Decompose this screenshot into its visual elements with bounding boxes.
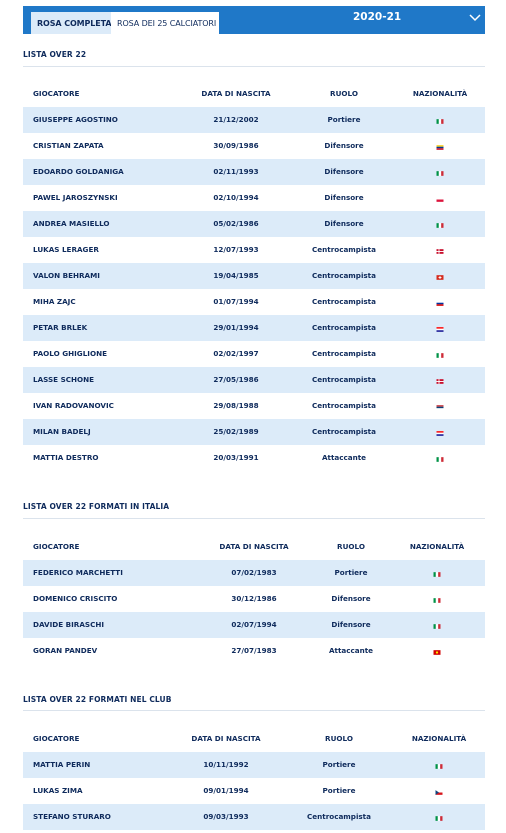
player-name: IVAN RADOVANOVIC (33, 401, 114, 410)
player-role: Difensore (331, 620, 371, 629)
player-role: Centrocampista (312, 245, 376, 254)
section-title: LISTA OVER 22 FORMATI NEL CLUB (23, 695, 172, 704)
player-role: Centrocampista (312, 375, 376, 384)
flag-denmark-icon (437, 377, 444, 382)
player-name: LUKAS ZIMA (33, 786, 83, 795)
player-name: LUKAS LERAGER (33, 245, 99, 254)
header-player: GIOCATORE (33, 542, 80, 551)
player-name: PAOLO GHIGLIONE (33, 349, 107, 358)
header-player: GIOCATORE (33, 89, 80, 98)
birth-date: 25/02/1989 (213, 427, 259, 436)
flag-czech-republic-icon (436, 788, 443, 793)
table-row[interactable] (23, 289, 485, 315)
player-name: GIUSEPPE AGOSTINO (33, 115, 118, 124)
table-row[interactable] (23, 445, 485, 471)
section-title: LISTA OVER 22 FORMATI IN ITALIA (23, 502, 170, 511)
season-select-value[interactable]: 2020-21 (353, 11, 402, 23)
table-row[interactable] (23, 237, 485, 263)
birth-date: 30/09/1986 (213, 141, 259, 150)
tab-rosa-completa[interactable]: ROSA COMPLETA (31, 12, 111, 34)
flag-italy-icon (437, 351, 444, 356)
birth-date: 02/02/1997 (213, 349, 259, 358)
player-role: Attaccante (321, 453, 367, 462)
table-row[interactable] (23, 133, 485, 159)
flag-croatia-icon (437, 429, 444, 434)
table-row[interactable] (23, 107, 485, 133)
section-divider (23, 66, 485, 67)
flag-poland-icon (437, 195, 444, 200)
birth-date: 27/05/1986 (213, 375, 259, 384)
player-name: LASSE SCHONE (33, 375, 95, 384)
table-header (23, 534, 485, 560)
player-role: Centrocampista (307, 812, 371, 821)
table-row[interactable] (23, 560, 485, 586)
player-name: DAVIDE BIRASCHI (33, 620, 105, 629)
table-header (23, 726, 485, 752)
flag-croatia-icon (437, 325, 444, 330)
flag-denmark-icon (437, 247, 444, 252)
birth-date: 21/12/2002 (213, 115, 259, 124)
birth-date: 19/04/1985 (213, 271, 259, 280)
player-name: GORAN PANDEV (33, 646, 98, 655)
player-name: CRISTIAN ZAPATA (33, 141, 104, 150)
table-row[interactable] (23, 752, 485, 778)
player-role: Portiere (322, 786, 356, 795)
header-nationality: NAZIONALITÀ (411, 734, 467, 743)
birth-date: 30/12/1986 (231, 594, 277, 603)
player-role: Difensore (324, 141, 364, 150)
table-row[interactable] (23, 315, 485, 341)
table-row[interactable] (23, 586, 485, 612)
birth-date: 05/02/1986 (213, 219, 259, 228)
flag-italy-icon (437, 169, 444, 174)
birth-date: 29/08/1988 (213, 401, 259, 410)
birth-date: 02/11/1993 (213, 167, 259, 176)
header-nationality: NAZIONALITÀ (409, 542, 465, 551)
player-role: Attaccante (328, 646, 374, 655)
flag-italy-icon (437, 117, 444, 122)
player-role: Portiere (322, 760, 356, 769)
birth-date: 02/07/1994 (231, 620, 277, 629)
player-name: FEDERICO MARCHETTI (33, 568, 123, 577)
tab-rosa-25[interactable]: ROSA DEI 25 CALCIATORI (111, 12, 219, 34)
flag-italy-icon (436, 814, 443, 819)
player-role: Centrocampista (312, 323, 376, 332)
player-role: Centrocampista (312, 271, 376, 280)
table-row[interactable] (23, 341, 485, 367)
player-role: Centrocampista (312, 401, 376, 410)
birth-date: 07/02/1983 (231, 568, 277, 577)
flag-italy-icon (436, 762, 443, 767)
table-row[interactable] (23, 419, 485, 445)
header-role: RUOLO (330, 89, 358, 98)
header-player: GIOCATORE (33, 734, 80, 743)
player-name: PAWEL JAROSZYNSKI (33, 193, 118, 202)
flag-north-macedonia-icon (434, 648, 441, 653)
table-row[interactable] (23, 638, 485, 664)
player-role: Portiere (327, 115, 361, 124)
chevron-down-icon[interactable] (469, 14, 481, 22)
birth-date: 20/03/1991 (213, 453, 259, 462)
flag-switzerland-icon (437, 273, 444, 278)
table-row[interactable] (23, 367, 485, 393)
birth-date: 09/03/1993 (203, 812, 249, 821)
player-name: EDOARDO GOLDANIGA (33, 167, 124, 176)
table-row[interactable] (23, 804, 485, 830)
header-role: RUOLO (337, 542, 365, 551)
table-row[interactable] (23, 263, 485, 289)
header-role: RUOLO (325, 734, 353, 743)
player-role: Difensore (324, 219, 364, 228)
flag-slovenia-icon (437, 299, 444, 304)
birth-date: 27/07/1983 (231, 646, 277, 655)
table-row[interactable] (23, 159, 485, 185)
header-birth-date: DATA DI NASCITA (201, 89, 271, 98)
table-row[interactable] (23, 211, 485, 237)
birth-date: 10/11/1992 (203, 760, 249, 769)
table-header (23, 81, 485, 107)
table-row[interactable] (23, 393, 485, 419)
section-divider (23, 518, 485, 519)
player-name: MILAN BADELJ (33, 427, 91, 436)
player-name: MIHA ZAJC (33, 297, 76, 306)
section-divider (23, 710, 485, 711)
flag-italy-icon (434, 622, 441, 627)
header-birth-date: DATA DI NASCITA (219, 542, 289, 551)
flag-italy-icon (434, 570, 441, 575)
header-birth-date: DATA DI NASCITA (191, 734, 261, 743)
birth-date: 29/01/1994 (213, 323, 259, 332)
header-nationality: NAZIONALITÀ (412, 89, 468, 98)
player-role: Centrocampista (312, 349, 376, 358)
player-role: Portiere (334, 568, 368, 577)
flag-serbia-icon (437, 403, 444, 408)
player-name: PETAR BRLEK (33, 323, 88, 332)
player-name: STEFANO STURARO (33, 812, 111, 821)
player-name: MATTIA DESTRO (33, 453, 99, 462)
player-name: ANDREA MASIELLO (33, 219, 110, 228)
section-title: LISTA OVER 22 (23, 50, 87, 59)
flag-italy-icon (434, 596, 441, 601)
player-role: Difensore (331, 594, 371, 603)
table-row[interactable] (23, 778, 485, 804)
table-row[interactable] (23, 185, 485, 211)
birth-date: 02/10/1994 (213, 193, 259, 202)
player-role: Centrocampista (312, 427, 376, 436)
birth-date: 09/01/1994 (203, 786, 249, 795)
birth-date: 01/07/1994 (213, 297, 259, 306)
table-row[interactable] (23, 612, 485, 638)
player-role: Difensore (324, 193, 364, 202)
player-name: DOMENICO CRISCITO (33, 594, 118, 603)
player-name: MATTIA PERIN (33, 760, 91, 769)
player-name: VALON BEHRAMI (33, 271, 100, 280)
player-role: Centrocampista (312, 297, 376, 306)
birth-date: 12/07/1993 (213, 245, 259, 254)
flag-italy-icon (437, 455, 444, 460)
player-role: Difensore (324, 167, 364, 176)
flag-colombia-icon (437, 143, 444, 148)
flag-italy-icon (437, 221, 444, 226)
roster-tabs-bar (23, 6, 485, 34)
